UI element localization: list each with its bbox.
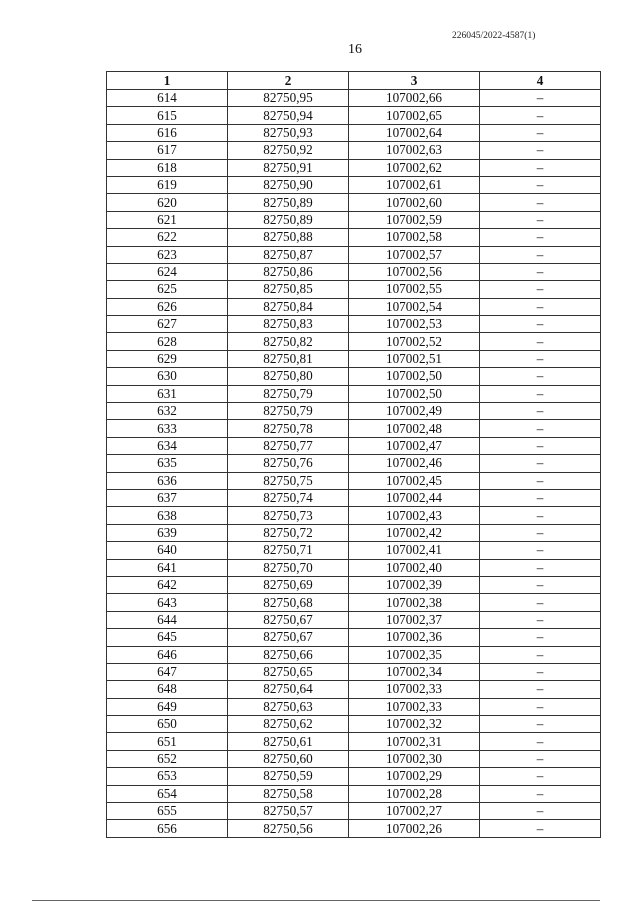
point-number-cell: 627 [107,316,228,333]
point-number-cell: 616 [107,124,228,141]
point-number-cell: 624 [107,263,228,280]
note-cell: – [480,90,601,107]
y-coordinate-cell: 107002,54 [349,298,480,315]
x-coordinate-cell: 82750,60 [228,750,349,767]
point-number-cell: 648 [107,681,228,698]
y-coordinate-cell: 107002,36 [349,629,480,646]
y-coordinate-cell: 107002,48 [349,420,480,437]
y-coordinate-cell: 107002,41 [349,542,480,559]
note-cell: – [480,124,601,141]
point-number-cell: 636 [107,472,228,489]
y-coordinate-cell: 107002,33 [349,698,480,715]
point-number-cell: 629 [107,350,228,367]
x-coordinate-cell: 82750,84 [228,298,349,315]
y-coordinate-cell: 107002,52 [349,333,480,350]
note-cell: – [480,472,601,489]
y-coordinate-cell: 107002,50 [349,368,480,385]
table-row [107,159,601,176]
note-cell: – [480,333,601,350]
y-coordinate-cell: 107002,44 [349,489,480,506]
x-coordinate-cell: 82750,57 [228,803,349,820]
x-coordinate-cell: 82750,68 [228,594,349,611]
x-coordinate-cell: 82750,56 [228,820,349,837]
point-number-cell: 646 [107,646,228,663]
table-body [107,90,601,838]
header-col-2: 2 [228,72,349,90]
note-cell: – [480,803,601,820]
y-coordinate-cell: 107002,55 [349,281,480,298]
table-row [107,803,601,820]
y-coordinate-cell: 107002,51 [349,350,480,367]
note-cell: – [480,142,601,159]
table-row [107,246,601,263]
point-number-cell: 640 [107,542,228,559]
x-coordinate-cell: 82750,90 [228,176,349,193]
y-coordinate-cell: 107002,61 [349,176,480,193]
x-coordinate-cell: 82750,81 [228,350,349,367]
point-number-cell: 623 [107,246,228,263]
y-coordinate-cell: 107002,45 [349,472,480,489]
point-number-cell: 643 [107,594,228,611]
x-coordinate-cell: 82750,63 [228,698,349,715]
note-cell: – [480,385,601,402]
point-number-cell: 621 [107,211,228,228]
x-coordinate-cell: 82750,78 [228,420,349,437]
header-col-1: 1 [107,72,228,90]
note-cell: – [480,281,601,298]
point-number-cell: 628 [107,333,228,350]
y-coordinate-cell: 107002,42 [349,524,480,541]
table-row [107,507,601,524]
table-header-row [107,72,601,90]
x-coordinate-cell: 82750,76 [228,455,349,472]
table-row [107,124,601,141]
point-number-cell: 635 [107,455,228,472]
point-number-cell: 642 [107,576,228,593]
header-col-3: 3 [349,72,480,90]
point-number-cell: 637 [107,489,228,506]
point-number-cell: 639 [107,524,228,541]
x-coordinate-cell: 82750,59 [228,768,349,785]
point-number-cell: 630 [107,368,228,385]
point-number-cell: 626 [107,298,228,315]
x-coordinate-cell: 82750,92 [228,142,349,159]
table-row [107,646,601,663]
point-number-cell: 631 [107,385,228,402]
note-cell: – [480,576,601,593]
y-coordinate-cell: 107002,56 [349,263,480,280]
y-coordinate-cell: 107002,31 [349,733,480,750]
table-row [107,142,601,159]
note-cell: – [480,663,601,680]
y-coordinate-cell: 107002,47 [349,437,480,454]
point-number-cell: 655 [107,803,228,820]
note-cell: – [480,733,601,750]
table-row [107,333,601,350]
y-coordinate-cell: 107002,58 [349,229,480,246]
x-coordinate-cell: 82750,70 [228,559,349,576]
y-coordinate-cell: 107002,37 [349,611,480,628]
table-row [107,350,601,367]
y-coordinate-cell: 107002,62 [349,159,480,176]
note-cell: – [480,316,601,333]
point-number-cell: 632 [107,403,228,420]
x-coordinate-cell: 82750,75 [228,472,349,489]
note-cell: – [480,681,601,698]
point-number-cell: 620 [107,194,228,211]
note-cell: – [480,542,601,559]
table-row [107,768,601,785]
table-row [107,368,601,385]
point-number-cell: 638 [107,507,228,524]
x-coordinate-cell: 82750,69 [228,576,349,593]
note-cell: – [480,211,601,228]
point-number-cell: 645 [107,629,228,646]
table-row [107,629,601,646]
table-row [107,524,601,541]
y-coordinate-cell: 107002,33 [349,681,480,698]
point-number-cell: 619 [107,176,228,193]
y-coordinate-cell: 107002,65 [349,107,480,124]
y-coordinate-cell: 107002,40 [349,559,480,576]
table-row [107,90,601,107]
x-coordinate-cell: 82750,77 [228,437,349,454]
table-row [107,229,601,246]
y-coordinate-cell: 107002,26 [349,820,480,837]
table-row [107,298,601,315]
table-row [107,542,601,559]
point-number-cell: 647 [107,663,228,680]
y-coordinate-cell: 107002,43 [349,507,480,524]
note-cell: – [480,750,601,767]
x-coordinate-cell: 82750,93 [228,124,349,141]
point-number-cell: 617 [107,142,228,159]
note-cell: – [480,559,601,576]
x-coordinate-cell: 82750,94 [228,107,349,124]
x-coordinate-cell: 82750,67 [228,611,349,628]
x-coordinate-cell: 82750,83 [228,316,349,333]
x-coordinate-cell: 82750,95 [228,90,349,107]
x-coordinate-cell: 82750,82 [228,333,349,350]
table-row [107,698,601,715]
document-reference: 226045/2022-4587(1) [452,31,536,41]
note-cell: – [480,768,601,785]
point-number-cell: 656 [107,820,228,837]
note-cell: – [480,176,601,193]
y-coordinate-cell: 107002,27 [349,803,480,820]
note-cell: – [480,785,601,802]
x-coordinate-cell: 82750,89 [228,211,349,228]
footer-rule [32,900,600,901]
x-coordinate-cell: 82750,79 [228,385,349,402]
note-cell: – [480,298,601,315]
table-row [107,559,601,576]
x-coordinate-cell: 82750,73 [228,507,349,524]
table-row [107,716,601,733]
y-coordinate-cell: 107002,63 [349,142,480,159]
y-coordinate-cell: 107002,66 [349,90,480,107]
table-row [107,263,601,280]
y-coordinate-cell: 107002,59 [349,211,480,228]
table-row [107,455,601,472]
coordinates-table [106,71,601,838]
x-coordinate-cell: 82750,62 [228,716,349,733]
table-row [107,211,601,228]
note-cell: – [480,820,601,837]
y-coordinate-cell: 107002,60 [349,194,480,211]
point-number-cell: 654 [107,785,228,802]
y-coordinate-cell: 107002,35 [349,646,480,663]
note-cell: – [480,229,601,246]
note-cell: – [480,507,601,524]
table-row [107,733,601,750]
table-row [107,663,601,680]
note-cell: – [480,403,601,420]
x-coordinate-cell: 82750,66 [228,646,349,663]
note-cell: – [480,716,601,733]
table-row [107,472,601,489]
x-coordinate-cell: 82750,91 [228,159,349,176]
note-cell: – [480,594,601,611]
note-cell: – [480,611,601,628]
table-row [107,611,601,628]
y-coordinate-cell: 107002,53 [349,316,480,333]
point-number-cell: 649 [107,698,228,715]
header-col-4: 4 [480,72,601,90]
note-cell: – [480,368,601,385]
x-coordinate-cell: 82750,80 [228,368,349,385]
y-coordinate-cell: 107002,30 [349,750,480,767]
table-row [107,594,601,611]
point-number-cell: 633 [107,420,228,437]
point-number-cell: 650 [107,716,228,733]
point-number-cell: 652 [107,750,228,767]
table-row [107,194,601,211]
x-coordinate-cell: 82750,61 [228,733,349,750]
x-coordinate-cell: 82750,89 [228,194,349,211]
point-number-cell: 641 [107,559,228,576]
y-coordinate-cell: 107002,28 [349,785,480,802]
x-coordinate-cell: 82750,86 [228,263,349,280]
note-cell: – [480,246,601,263]
note-cell: – [480,107,601,124]
y-coordinate-cell: 107002,39 [349,576,480,593]
table-row [107,107,601,124]
x-coordinate-cell: 82750,65 [228,663,349,680]
page-number: 16 [348,42,362,57]
point-number-cell: 653 [107,768,228,785]
x-coordinate-cell: 82750,67 [228,629,349,646]
y-coordinate-cell: 107002,50 [349,385,480,402]
table-row [107,681,601,698]
table-row [107,281,601,298]
x-coordinate-cell: 82750,72 [228,524,349,541]
point-number-cell: 618 [107,159,228,176]
x-coordinate-cell: 82750,74 [228,489,349,506]
table-row [107,420,601,437]
table-row [107,176,601,193]
table-row [107,437,601,454]
x-coordinate-cell: 82750,79 [228,403,349,420]
point-number-cell: 625 [107,281,228,298]
note-cell: – [480,350,601,367]
note-cell: – [480,455,601,472]
table-row [107,385,601,402]
x-coordinate-cell: 82750,71 [228,542,349,559]
y-coordinate-cell: 107002,29 [349,768,480,785]
y-coordinate-cell: 107002,32 [349,716,480,733]
note-cell: – [480,159,601,176]
table-row [107,785,601,802]
note-cell: – [480,437,601,454]
table-row [107,489,601,506]
note-cell: – [480,646,601,663]
point-number-cell: 651 [107,733,228,750]
note-cell: – [480,263,601,280]
note-cell: – [480,524,601,541]
y-coordinate-cell: 107002,57 [349,246,480,263]
note-cell: – [480,698,601,715]
y-coordinate-cell: 107002,64 [349,124,480,141]
y-coordinate-cell: 107002,49 [349,403,480,420]
table-row [107,316,601,333]
note-cell: – [480,489,601,506]
y-coordinate-cell: 107002,46 [349,455,480,472]
note-cell: – [480,420,601,437]
table-row [107,576,601,593]
y-coordinate-cell: 107002,34 [349,663,480,680]
point-number-cell: 614 [107,90,228,107]
x-coordinate-cell: 82750,58 [228,785,349,802]
y-coordinate-cell: 107002,38 [349,594,480,611]
note-cell: – [480,194,601,211]
point-number-cell: 622 [107,229,228,246]
x-coordinate-cell: 82750,87 [228,246,349,263]
table-row [107,750,601,767]
point-number-cell: 634 [107,437,228,454]
note-cell: – [480,629,601,646]
x-coordinate-cell: 82750,85 [228,281,349,298]
point-number-cell: 644 [107,611,228,628]
table-row [107,820,601,837]
point-number-cell: 615 [107,107,228,124]
x-coordinate-cell: 82750,88 [228,229,349,246]
x-coordinate-cell: 82750,64 [228,681,349,698]
table-row [107,403,601,420]
